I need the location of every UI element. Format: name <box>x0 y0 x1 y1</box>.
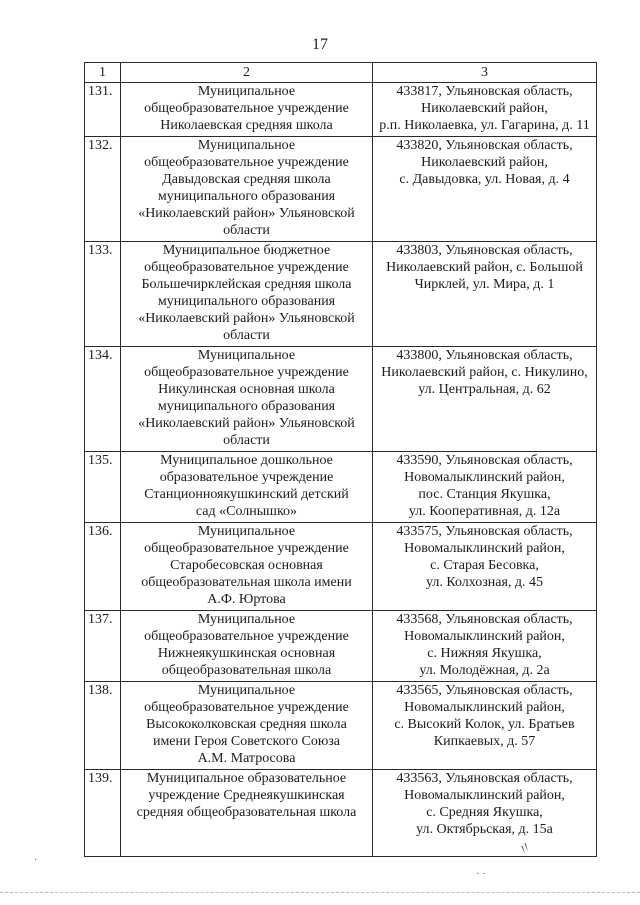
row-number: 132. <box>85 137 121 242</box>
address-line: Новомалыклинский район, <box>404 629 565 644</box>
address-line: с. Нижняя Якушка, <box>427 646 542 661</box>
name-line: общеобразовательное учреждение <box>144 260 349 275</box>
address-line: 433568, Ульяновская область, <box>396 612 573 627</box>
address-line: Николаевский район, <box>421 101 548 116</box>
name-line: Муниципальное <box>197 138 296 153</box>
name-line: средняя общеобразовательная школа <box>136 805 357 820</box>
name-line: общеобразовательная школа <box>161 663 332 678</box>
column-header: 1 <box>85 63 121 83</box>
table-row <box>85 347 597 452</box>
page-number: 17 <box>312 36 328 53</box>
row-number: 139. <box>85 770 121 857</box>
name-line: Высококолковская средняя школа <box>146 717 347 732</box>
address-line: 433590, Ульяновская область, <box>396 453 573 468</box>
row-number: 138. <box>85 682 121 770</box>
name-line: общеобразовательное учреждение <box>144 101 349 116</box>
table-row <box>85 523 597 611</box>
address-line: Новомалыклинский район, <box>404 788 565 803</box>
institution-address <box>373 523 597 611</box>
address-line: Чирклей, ул. Мира, д. 1 <box>414 277 555 292</box>
institution-name <box>121 83 373 137</box>
table-row <box>85 137 597 242</box>
name-line: Нижнеякушкинская основная <box>157 646 336 661</box>
column-header: 3 <box>373 63 597 83</box>
row-number: 131. <box>85 83 121 137</box>
row-number: 134. <box>85 347 121 452</box>
scan-artifact-mark: · <box>34 855 38 866</box>
name-line: Муниципальное <box>197 348 296 363</box>
address-line: ул. Молодёжная, д. 2а <box>419 663 550 678</box>
address-line: Николаевский район, с. Большой <box>386 260 583 275</box>
address-line: 433565, Ульяновская область, <box>396 683 573 698</box>
name-line: Большечирклейская средняя школа <box>141 277 352 292</box>
address-line: р.п. Николаевка, ул. Гагарина, д. 11 <box>379 118 590 133</box>
institution-address <box>373 83 597 137</box>
institution-name <box>121 137 373 242</box>
address-line: с. Старая Бесовка, <box>430 558 539 573</box>
column-header: 2 <box>121 63 373 83</box>
scan-artifact-mark: · · <box>476 868 487 880</box>
address-line: Новомалыклинский район, <box>404 470 565 485</box>
name-line: общеобразовательное учреждение <box>144 700 349 715</box>
institution-name <box>121 347 373 452</box>
name-line: Станционноякушкинский детский <box>144 487 349 502</box>
institution-name <box>121 452 373 523</box>
institution-address <box>373 347 597 452</box>
address-line: Новомалыклинский район, <box>404 700 565 715</box>
row-number: 137. <box>85 611 121 682</box>
address-line: 433803, Ульяновская область, <box>396 243 573 258</box>
institution-address <box>373 611 597 682</box>
institution-address <box>373 452 597 523</box>
name-line: «Николаевский район» Ульяновской <box>138 416 355 431</box>
table-row <box>85 611 597 682</box>
institution-address <box>373 137 597 242</box>
address-line: ул. Колхозная, д. 45 <box>425 575 544 590</box>
institution-name <box>121 523 373 611</box>
institution-name <box>121 770 373 857</box>
address-line: 433563, Ульяновская область, <box>396 771 573 786</box>
name-line: Давыдовская средняя школа <box>162 172 331 187</box>
name-line: общеобразовательное учреждение <box>144 541 349 556</box>
name-line: А.Ф. Юртова <box>207 592 286 607</box>
table-header-row <box>85 63 597 83</box>
institution-address <box>373 770 597 857</box>
name-line: Муниципальное <box>197 524 296 539</box>
name-line: области <box>223 223 270 238</box>
name-line: общеобразовательное учреждение <box>144 629 349 644</box>
name-line: учреждение Среднеякушкинская <box>148 788 345 803</box>
name-line: «Николаевский район» Ульяновской <box>138 206 355 221</box>
institutions-table <box>84 62 597 857</box>
address-line: пос. Станция Якушка, <box>418 487 551 502</box>
name-line: Старобесовская основная <box>170 558 323 573</box>
name-line: общеобразовательное учреждение <box>144 155 349 170</box>
institution-name <box>121 682 373 770</box>
name-line: Муниципальное <box>197 612 296 627</box>
name-line: муниципального образования <box>157 189 336 204</box>
name-line: А.М. Матросова <box>197 751 296 766</box>
name-line: Муниципальное образовательное <box>146 771 347 786</box>
row-number: 136. <box>85 523 121 611</box>
institution-address <box>373 682 597 770</box>
address-line: с. Давыдовка, ул. Новая, д. 4 <box>399 172 570 187</box>
scan-artifact-mark: 〃 <box>515 838 537 860</box>
name-line: Муниципальное бюджетное <box>162 243 331 258</box>
institution-name <box>121 611 373 682</box>
scan-bottom-edge <box>0 892 640 895</box>
address-line: ул. Октябрьская, д. 15а <box>416 822 553 837</box>
name-line: общеобразовательное учреждение <box>144 365 349 380</box>
address-line: с. Высокий Колок, ул. Братьев <box>394 717 575 732</box>
table-row <box>85 83 597 137</box>
row-number: 135. <box>85 452 121 523</box>
name-line: муниципального образования <box>157 399 336 414</box>
name-line: образовательное учреждение <box>159 470 334 485</box>
name-line: Николаевская средняя школа <box>160 118 333 133</box>
table-row <box>85 452 597 523</box>
name-line: муниципального образования <box>157 294 336 309</box>
name-line: имени Героя Советского Союза <box>152 734 341 749</box>
name-line: Никулинская основная школа <box>158 382 335 397</box>
name-line: сад «Солнышко» <box>195 504 298 519</box>
address-line: Кипкаевых, д. 57 <box>433 734 536 749</box>
address-line: с. Средняя Якушка, <box>426 805 543 820</box>
address-line: Николаевский район, с. Никулино, <box>381 365 588 380</box>
address-line: Новомалыклинский район, <box>404 541 565 556</box>
name-line: Муниципальное <box>197 683 296 698</box>
address-line: 433817, Ульяновская область, <box>396 84 573 99</box>
name-line: Муниципальное <box>197 84 296 99</box>
name-line: общеобразовательная школа имени <box>141 575 352 590</box>
institution-name <box>121 242 373 347</box>
row-number: 133. <box>85 242 121 347</box>
address-line: ул. Кооперативная, д. 12а <box>408 504 561 519</box>
address-line: 433575, Ульяновская область, <box>396 524 573 539</box>
name-line: «Николаевский район» Ульяновской <box>138 311 355 326</box>
name-line: Муниципальное дошкольное <box>160 453 333 468</box>
name-line: области <box>223 433 270 448</box>
table-row <box>85 242 597 347</box>
name-line: области <box>223 328 270 343</box>
address-line: ул. Центральная, д. 62 <box>418 382 551 397</box>
table-row <box>85 682 597 770</box>
institution-address <box>373 242 597 347</box>
address-line: 433800, Ульяновская область, <box>396 348 573 363</box>
address-line: Николаевский район, <box>421 155 548 170</box>
address-line: 433820, Ульяновская область, <box>396 138 573 153</box>
